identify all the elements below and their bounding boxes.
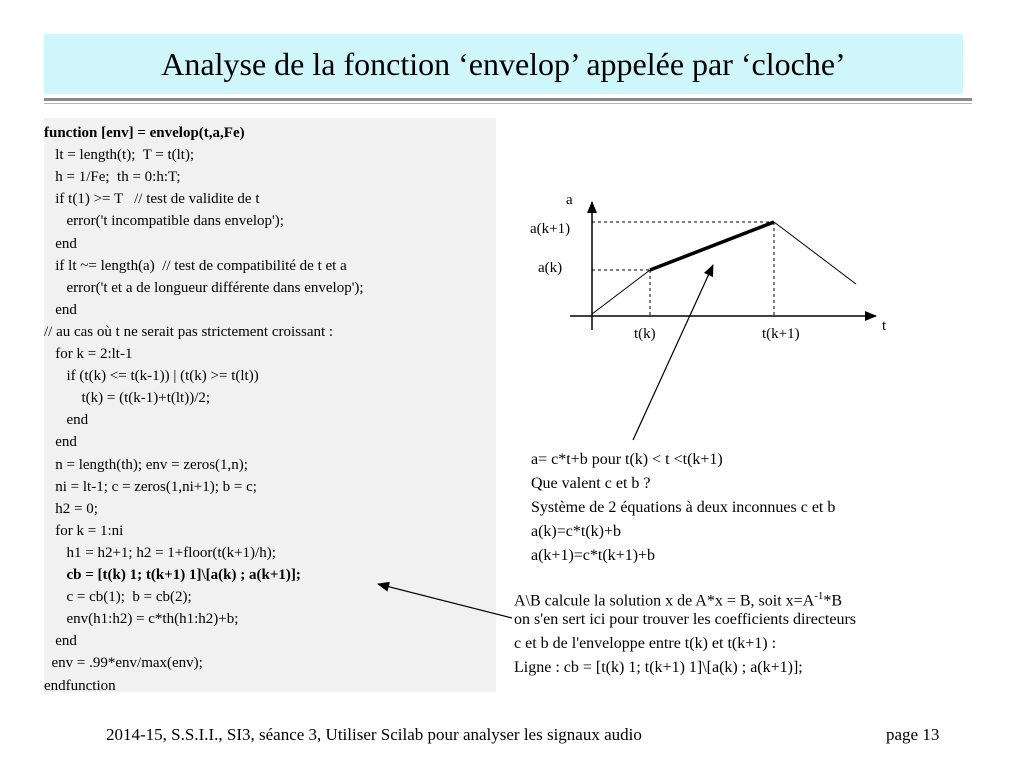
code-line: h1 = h2+1; h2 = 1+floor(t(k+1)/h); [44, 544, 276, 561]
equation-explanation [531, 448, 835, 568]
code-line: n = length(th); env = zeros(1,n); [44, 456, 248, 473]
code-line: end [44, 235, 77, 252]
code-line: c = cb(1); b = cb(2); [44, 589, 192, 606]
note-line-1-suffix: *B [823, 592, 843, 610]
explanation-line: a= c*t+b pour t(k) < t <t(k+1) [531, 451, 723, 468]
code-line: end [44, 434, 77, 451]
code-line: ni = lt-1; c = zeros(1,ni+1); b = c; [44, 478, 257, 495]
code-line: env = .99*env/max(env); [44, 655, 203, 672]
explanation-line: Système de 2 équations à deux inconnues c et b [531, 499, 836, 516]
envelope-segment-left [592, 270, 650, 314]
code-line: t(k) = (t(k-1)+t(lt))/2; [44, 390, 211, 407]
code-line: end [44, 412, 89, 429]
x-axis-label: t [882, 318, 887, 334]
code-line: function [env] = envelop(t,a,Fe) [44, 125, 245, 141]
code-line: if (t(k) <= t(k-1)) | (t(k) >= t(lt)) [44, 368, 259, 385]
code-line: for k = 1:ni [44, 522, 124, 539]
code-line: if t(1) >= T // test de validite de t [44, 191, 260, 208]
callout-arrow-code [378, 584, 512, 618]
code-line: error('t incompatible dans envelop'); [44, 213, 284, 230]
note-line-4: Ligne : cb = [t(k) 1; t(k+1) 1]\[a(k) ; a(k+1)]; [514, 659, 803, 676]
y-tick-a-k1: a(k+1) [530, 221, 571, 237]
code-line: env(h1:h2) = c*th(h1:h2)+b; [44, 611, 239, 628]
slide-title: Analyse de la fonction ‘envelop’ appelée par ‘cloche’ [161, 46, 846, 82]
code-line: end [44, 633, 77, 650]
explanation-line: a(k+1)=c*t(k+1)+b [531, 547, 656, 564]
backslash-note [514, 584, 856, 680]
callout-arrow-diagram [633, 265, 713, 440]
code-line: if lt ~= length(a) // test de compatibilité de t et a [44, 257, 347, 274]
page-number: page 13 [886, 725, 940, 744]
envelope-segment-right [774, 222, 856, 284]
code-line: lt = length(t); T = t(lt); [44, 147, 195, 164]
note-line-2: on s'en sert ici pour trouver les coefficients directeurs [514, 611, 857, 628]
code-line: endfunction [44, 677, 116, 694]
note-line-1-prefix: A\B calcule la solution x de A*x = B, soit x=A [514, 592, 815, 610]
footer-course: 2014-15, S.S.I.I., SI3, séance 3, Utiliser Scilab pour analyser les signaux audio [106, 725, 642, 744]
inverse-exponent: -1 [814, 590, 824, 602]
y-axis-label: a [566, 192, 573, 208]
x-tick-t-k: t(k) [634, 326, 656, 342]
y-tick-a-k: a(k) [538, 260, 563, 276]
code-line: // au cas où t ne serait pas strictement croissant : [44, 323, 334, 340]
explanation-line: Que valent c et b ? [531, 475, 651, 492]
note-line-3: c et b de l'enveloppe entre t(k) et t(k+1) : [514, 635, 777, 652]
code-line: for k = 2:lt-1 [44, 346, 133, 362]
code-line: end [44, 301, 77, 318]
envelope-segment-highlight [650, 222, 774, 270]
explanation-line: a(k)=c*t(k)+b [531, 523, 622, 540]
code-line: error('t et a de longueur différente dans envelop'); [44, 279, 364, 296]
code-line: cb = [t(k) 1; t(k+1) 1]\[a(k) ; a(k+1)]; [44, 567, 301, 583]
note-line-1 [514, 584, 856, 608]
x-tick-t-k1: t(k+1) [762, 326, 800, 342]
code-line: h = 1/Fe; th = 0:h:T; [44, 169, 181, 186]
code-line: h2 = 0; [44, 500, 98, 517]
